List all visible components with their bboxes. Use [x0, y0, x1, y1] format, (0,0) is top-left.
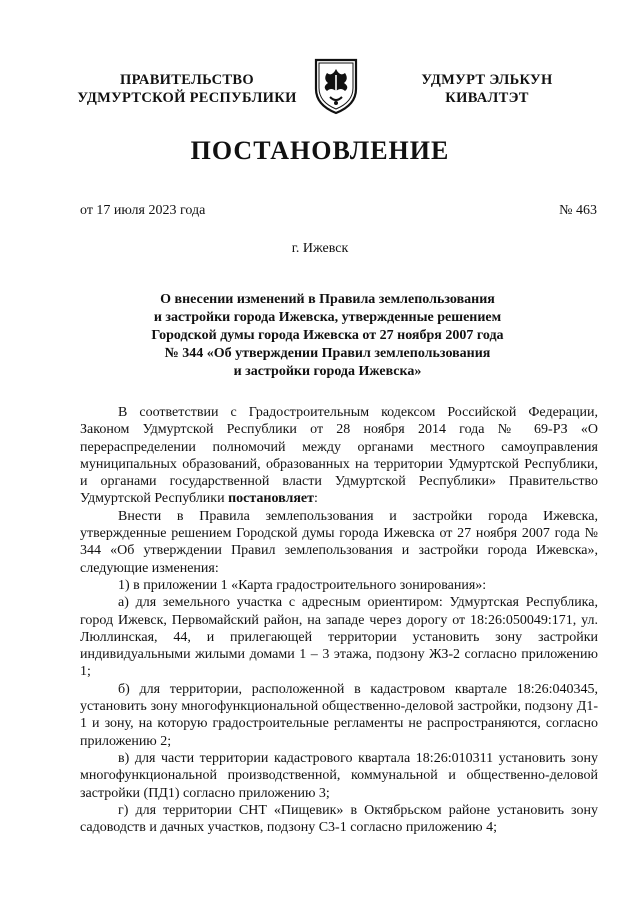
document-date: от 17 июля 2023 года — [80, 203, 206, 218]
subject-line1: О внесении изменений в Правила землепользования — [160, 292, 495, 307]
preamble-end: : — [314, 491, 318, 507]
header-left-line1: ПРАВИТЕЛЬСТВО — [120, 72, 254, 88]
paragraph-preamble — [80, 404, 598, 508]
header-right — [392, 71, 582, 107]
paragraph-item-g: г) для территории СНТ «Пищевик» в Октябрьском районе установить зону садоводств и дачных участков, подзону С3-1 согласно приложению 4; — [80, 802, 598, 836]
paragraph-item-b: б) для территории, расположенной в кадастровом квартале 18:26:040345, установить зону многофункциональной общественно-деловой застройки, подзону Д1-1 и зону, на которую градостроительные регламенты не распространяются, согласно приложению 2; — [80, 681, 598, 749]
paragraph-item-1: 1) в приложении 1 «Карта градостроительного зонирования»: — [118, 577, 487, 593]
header-left-line2: УДМУРТСКОЙ РЕСПУБЛИКИ — [77, 90, 297, 106]
document-subject — [110, 291, 545, 381]
udmurtia-coat-of-arms-icon — [313, 57, 359, 115]
document-title: ПОСТАНОВЛЕНИЕ — [190, 136, 450, 165]
header-right-line2: КИВАЛТЭТ — [445, 90, 529, 106]
document-city: г. Ижевск — [291, 241, 349, 256]
document-body — [80, 404, 598, 836]
header-left — [62, 71, 312, 107]
header-right-line1: УДМУРТ ЭЛЬКУН — [421, 72, 553, 88]
paragraph-item-v: в) для части территории кадастрового квартала 18:26:010311 установить зону многофункциональной производственной, коммунальной и общественно-деловой застройки (ПД1) согласно приложению 3; — [80, 750, 598, 801]
resolution-keyword: постановляет — [228, 491, 315, 507]
subject-line2: и застройки города Ижевска, утвержденные решением — [153, 310, 502, 325]
paragraph-amend: Внести в Правила землепользования и застройки города Ижевска, утвержденные решением Городской думы города Ижевска от 27 ноября 2007 года № 344 «Об утверждении Правил землепользования и застройки города Ижевска», следующие изменения: — [80, 508, 598, 576]
document-number: № 463 — [559, 203, 597, 218]
paragraph-item-a: а) для земельного участка с адресным ориентиром: Удмуртская Республика, город Ижевск, Первомайский район, на западе через дорогу от 18:26:050049:171, ул. Люллинская, 44, и прилегающей территории установить зону застройки индивидуальными жилыми домами 1 – 3 этажа, подзону ЖЗ-2 согласно приложению 1; — [80, 595, 598, 680]
preamble-text: В соответствии с Градостроительным кодексом Российской Федерации, Законом Удмуртской Республики от 28 ноября 2014 года № 69-РЗ «О перераспределении полномочий между органами местного самоуправления муниципальных образований, образованных на территории Удмуртской Республики, и органами государственной власти Удмуртской Республики» Правительство Удмуртской Республики — [80, 405, 598, 507]
subject-line3: Городской думы города Ижевска от 27 ноября 2007 года — [151, 328, 504, 343]
subject-line4: № 344 «Об утверждении Правил землепользования — [164, 346, 491, 361]
subject-line5: и застройки города Ижевска» — [233, 364, 422, 379]
